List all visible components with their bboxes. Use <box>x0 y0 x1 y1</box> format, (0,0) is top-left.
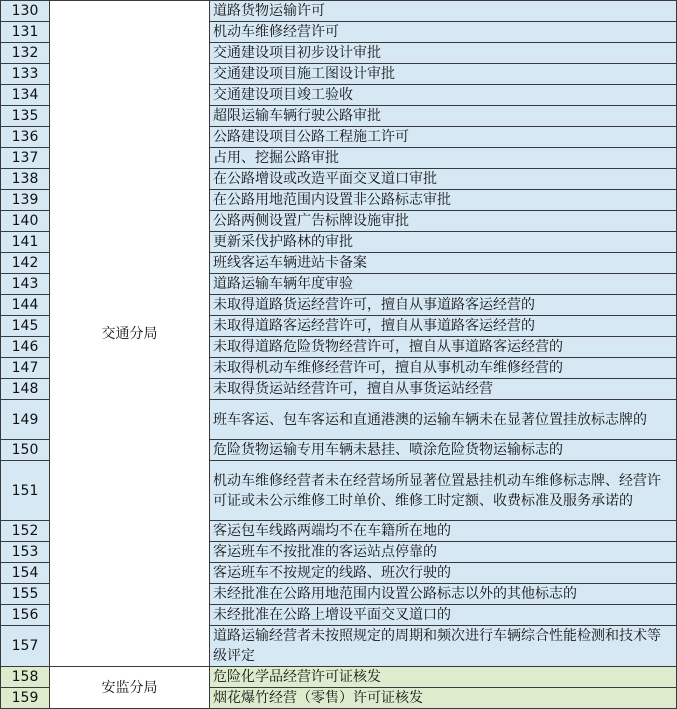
row-number: 154 <box>1 563 50 584</box>
row-number: 138 <box>1 169 50 190</box>
department-transport: 交通分局 <box>50 1 210 667</box>
permit-item: 交通建设项目初步设计审批 <box>210 43 677 64</box>
permit-item: 在公路增设或改造平面交叉道口审批 <box>210 169 677 190</box>
row-number: 152 <box>1 521 50 542</box>
permit-item: 危险货物运输专用车辆未悬挂、喷涂危险货物运输标志的 <box>210 440 677 461</box>
permit-item: 未取得道路客运经营许可，擅自从事道路客运经营的 <box>210 316 677 337</box>
row-number: 149 <box>1 400 50 440</box>
row-number: 130 <box>1 1 50 22</box>
table-row <box>1 667 677 688</box>
row-number: 145 <box>1 316 50 337</box>
row-number: 155 <box>1 584 50 605</box>
row-number: 135 <box>1 106 50 127</box>
permit-item: 未取得机动车维修经营许可，擅自从事机动车维修经营的 <box>210 358 677 379</box>
row-number: 143 <box>1 274 50 295</box>
permit-item: 公路两侧设置广告标牌设施审批 <box>210 211 677 232</box>
permit-item: 道路货物运输许可 <box>210 1 677 22</box>
row-number: 139 <box>1 190 50 211</box>
permit-item: 在公路用地范围内设置非公路标志审批 <box>210 190 677 211</box>
permit-item: 未经批准在公路用地范围内设置公路标志以外的其他标志的 <box>210 584 677 605</box>
permit-item: 客运包车线路两端均不在车籍所在地的 <box>210 521 677 542</box>
row-number: 140 <box>1 211 50 232</box>
permit-item: 更新采伐护路林的审批 <box>210 232 677 253</box>
row-number: 148 <box>1 379 50 400</box>
row-number: 157 <box>1 626 50 667</box>
permit-item: 未取得道路危险货物经营许可，擅自从事道路客运经营的 <box>210 337 677 358</box>
permit-item: 机动车维修经营者未在经营场所显著位置悬挂机动车维修标志牌、经营许可证或未公示维修工时单价、维修工时定额、收费标准及服务承诺的 <box>210 461 677 521</box>
permit-item: 未经批准在公路上增设平面交叉道口的 <box>210 605 677 626</box>
row-number: 147 <box>1 358 50 379</box>
permit-item: 交通建设项目竣工验收 <box>210 85 677 106</box>
permit-item: 占用、挖掘公路审批 <box>210 148 677 169</box>
row-number: 141 <box>1 232 50 253</box>
department-safety: 安监分局 <box>50 667 210 709</box>
permit-item: 客运班车不按规定的线路、班次行驶的 <box>210 563 677 584</box>
permit-item: 未取得道路货运经营许可，擅自从事道路客运经营的 <box>210 295 677 316</box>
row-number: 146 <box>1 337 50 358</box>
permit-item: 未取得货运站经营许可，擅自从事货运站经营 <box>210 379 677 400</box>
permit-item: 超限运输车辆行驶公路审批 <box>210 106 677 127</box>
row-number: 150 <box>1 440 50 461</box>
permit-item: 道路运输车辆年度审验 <box>210 274 677 295</box>
row-number: 153 <box>1 542 50 563</box>
table-row <box>1 1 677 22</box>
permit-item: 公路建设项目公路工程施工许可 <box>210 127 677 148</box>
row-number: 132 <box>1 43 50 64</box>
row-number: 159 <box>1 688 50 709</box>
permit-item: 班线客运车辆进站卡备案 <box>210 253 677 274</box>
row-number: 151 <box>1 461 50 521</box>
row-number: 158 <box>1 667 50 688</box>
permit-item: 危险化学品经营许可证核发 <box>210 667 677 688</box>
permit-item: 烟花爆竹经营（零售）许可证核发 <box>210 688 677 709</box>
row-number: 134 <box>1 85 50 106</box>
row-number: 137 <box>1 148 50 169</box>
row-number: 156 <box>1 605 50 626</box>
row-number: 136 <box>1 127 50 148</box>
row-number: 142 <box>1 253 50 274</box>
row-number: 133 <box>1 64 50 85</box>
row-number: 144 <box>1 295 50 316</box>
permit-item: 客运班车不按批准的客运站点停靠的 <box>210 542 677 563</box>
row-number: 131 <box>1 22 50 43</box>
permit-item: 道路运输经营者未按照规定的周期和频次进行车辆综合性能检测和技术等级评定 <box>210 626 677 667</box>
permit-item: 班车客运、包车客运和直通港澳的运输车辆未在显著位置挂放标志牌的 <box>210 400 677 440</box>
permit-item: 交通建设项目施工图设计审批 <box>210 64 677 85</box>
permit-item: 机动车维修经营许可 <box>210 22 677 43</box>
